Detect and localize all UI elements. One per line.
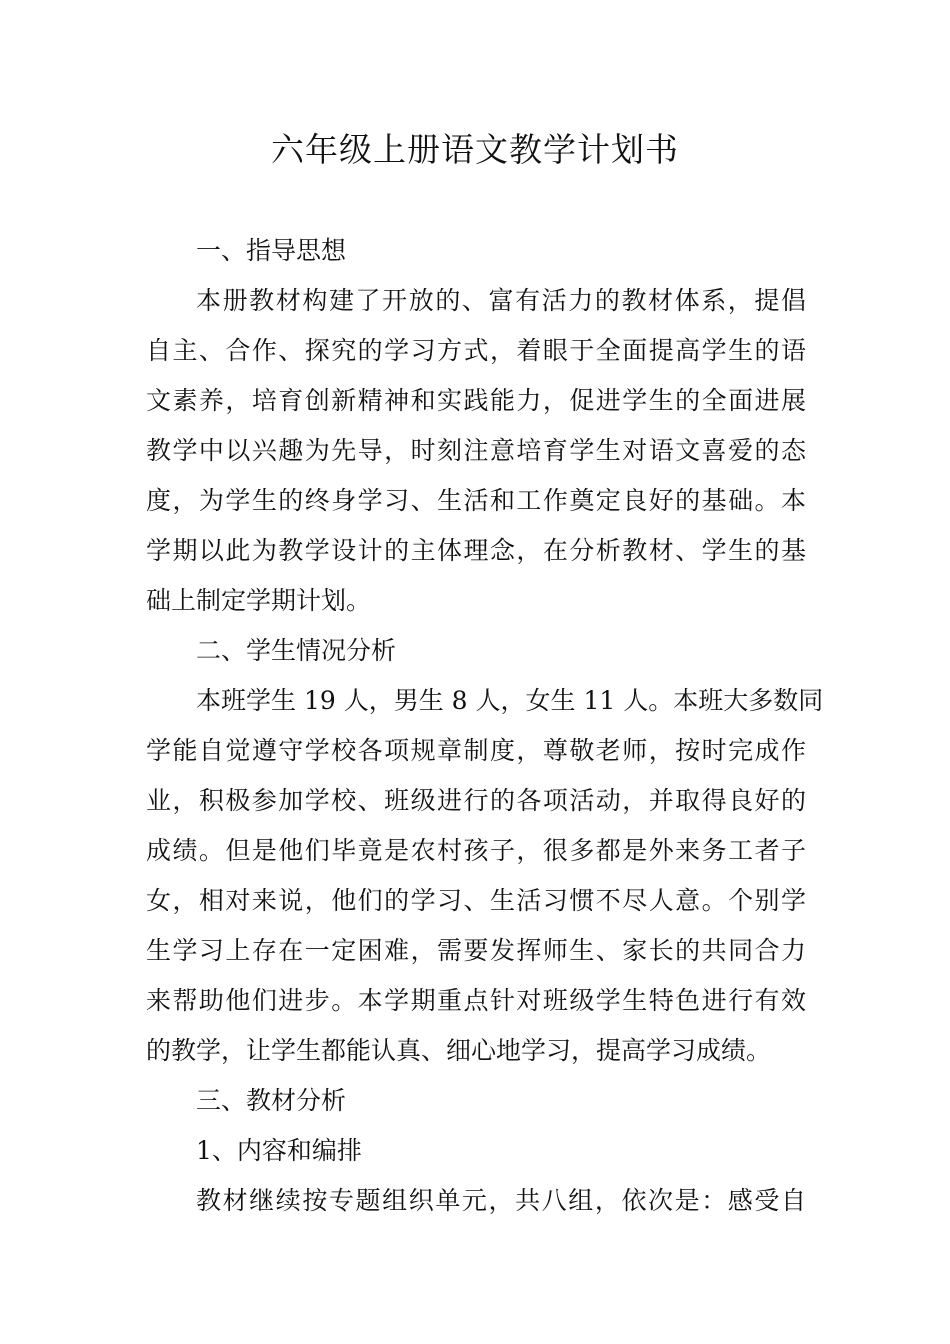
section-heading-student-analysis: 二、学生情况分析 <box>196 636 397 665</box>
paragraph-line: 学能自觉遵守学校各项规章制度，尊敬老师，按时完成作 <box>146 736 806 765</box>
paragraph-line: 生学习上存在一定困难，需要发挥师生、家长的共同合力 <box>146 936 806 965</box>
subsection-heading-content-arrangement: 1、内容和编排 <box>196 1136 362 1165</box>
paragraph-line: 业，积极参加学校、班级进行的各项活动，并取得良好的 <box>146 786 806 815</box>
paragraph-line: 来帮助他们进步。本学期重点针对班级学生特色进行有效 <box>146 986 806 1015</box>
paragraph-line: 女，相对来说，他们的学习、生活习惯不尽人意。个别学 <box>146 886 806 915</box>
document-body <box>146 226 824 1226</box>
paragraph-line: 本班学生 19 人，男生 8 人，女生 11 人。本班大多数同 <box>196 686 824 715</box>
paragraph-line: 本册教材构建了开放的、富有活力的教材体系，提倡 <box>196 286 806 315</box>
paragraph-line: 自主、合作、探究的学习方式，着眼于全面提高学生的语 <box>146 336 806 365</box>
document-title: 六年级上册语文教学计划书 <box>271 130 679 169</box>
paragraph-line: 学期以此为教学设计的主体理念，在分析教材、学生的基 <box>146 536 806 565</box>
paragraph-line: 础上制定学期计划。 <box>146 586 372 615</box>
paragraph-line: 的教学，让学生都能认真、细心地学习，提高学习成绩。 <box>146 1036 772 1065</box>
paragraph-line: 成绩。但是他们毕竟是农村孩子，很多都是外来务工者子 <box>146 836 806 865</box>
section-heading-textbook-analysis: 三、教材分析 <box>196 1086 347 1115</box>
paragraph-line: 度，为学生的终身学习、生活和工作奠定良好的基础。本 <box>146 486 806 515</box>
paragraph-line: 教材继续按专题组织单元，共八组，依次是：感受自 <box>196 1186 806 1215</box>
section-heading-guiding-thought: 一、指导思想 <box>196 236 347 265</box>
paragraph-line: 文素养，培育创新精神和实践能力，促进学生的全面进展 <box>146 386 806 415</box>
paragraph-line: 教学中以兴趣为先导，时刻注意培育学生对语文喜爱的态 <box>146 436 806 465</box>
